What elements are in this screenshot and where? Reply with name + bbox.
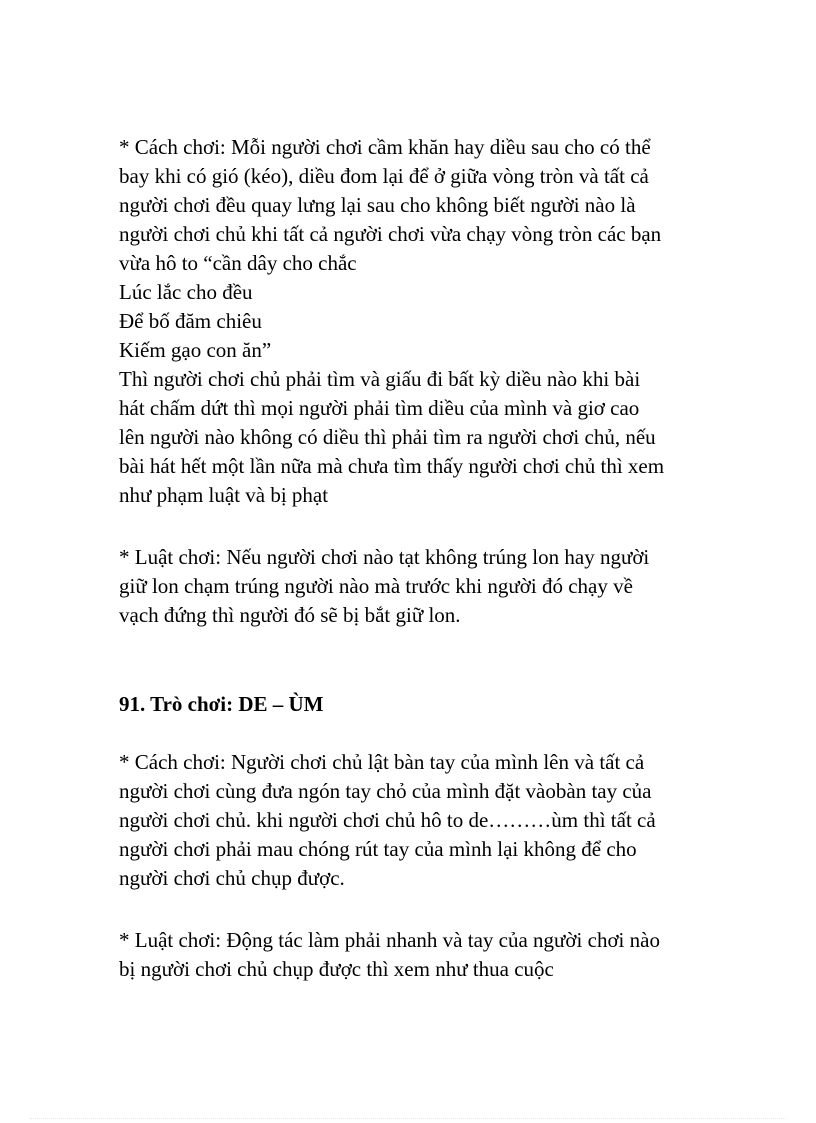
- song-line: Để bố đăm chiêu: [119, 309, 262, 333]
- paragraph-line: * Cách chơi: Mỗi người chơi cầm khăn hay diều sau cho có thể: [119, 135, 651, 159]
- paragraph-line: người chơi chủ. khi người chơi chủ hô to de………ùm thì tất cả: [119, 808, 656, 832]
- game-91-how-to-play: [119, 748, 759, 893]
- paragraph-line: vạch đứng thì người đó sẽ bị bắt giữ lon.: [119, 603, 461, 627]
- paragraph-line: người chơi chủ chụp được.: [119, 866, 345, 890]
- section-rules: [119, 543, 759, 630]
- page-bottom-divider: [30, 1118, 786, 1119]
- paragraph-line: bị người chơi chủ chụp được thì xem như thua cuộc: [119, 957, 554, 981]
- game-91-rules: [119, 926, 759, 984]
- paragraph-line: người chơi phải mau chóng rút tay của mình lại không để cho: [119, 837, 637, 861]
- paragraph-line: người chơi chủ khi tất cả người chơi vừa chạy vòng tròn các bạn: [119, 222, 662, 246]
- paragraph-line: bài hát hết một lần nữa mà chưa tìm thấy người chơi chủ thì xem: [119, 454, 665, 478]
- paragraph-line: người chơi đều quay lưng lại sau cho không biết người nào là: [119, 193, 636, 217]
- section-how-to-play: [119, 133, 759, 510]
- paragraph-line: hát chấm dứt thì mọi người phải tìm diều của mình và giơ cao: [119, 396, 640, 420]
- song-line: Kiếm gạo con ăn”: [119, 338, 272, 362]
- paragraph-line: * Luật chơi: Động tác làm phải nhanh và tay của người chơi nào: [119, 928, 660, 952]
- paragraph-line: giữ lon chạm trúng người nào mà trước khi người đó chạy về: [119, 574, 633, 598]
- game-91-heading: 91. Trò chơi: DE – ÙM: [119, 692, 324, 716]
- paragraph-line: * Cách chơi: Người chơi chủ lật bàn tay của mình lên và tất cả: [119, 750, 645, 774]
- paragraph-line: bay khi có gió (kéo), diều đom lại để ở giữa vòng tròn và tất cả: [119, 164, 649, 188]
- paragraph-line: vừa hô to “cần dây cho chắc: [119, 251, 357, 275]
- paragraph-line: như phạm luật và bị phạt: [119, 483, 329, 507]
- paragraph-line: Thì người chơi chủ phải tìm và giấu đi bất kỳ diều nào khi bài: [119, 367, 641, 391]
- paragraph-line: lên người nào không có diều thì phải tìm ra người chơi chủ, nếu: [119, 425, 656, 449]
- paragraph-line: người chơi cùng đưa ngón tay chỏ của mình đặt vàobàn tay của: [119, 779, 652, 803]
- paragraph-line: * Luật chơi: Nếu người chơi nào tạt không trúng lon hay người: [119, 545, 650, 569]
- song-line: Lúc lắc cho đều: [119, 280, 253, 304]
